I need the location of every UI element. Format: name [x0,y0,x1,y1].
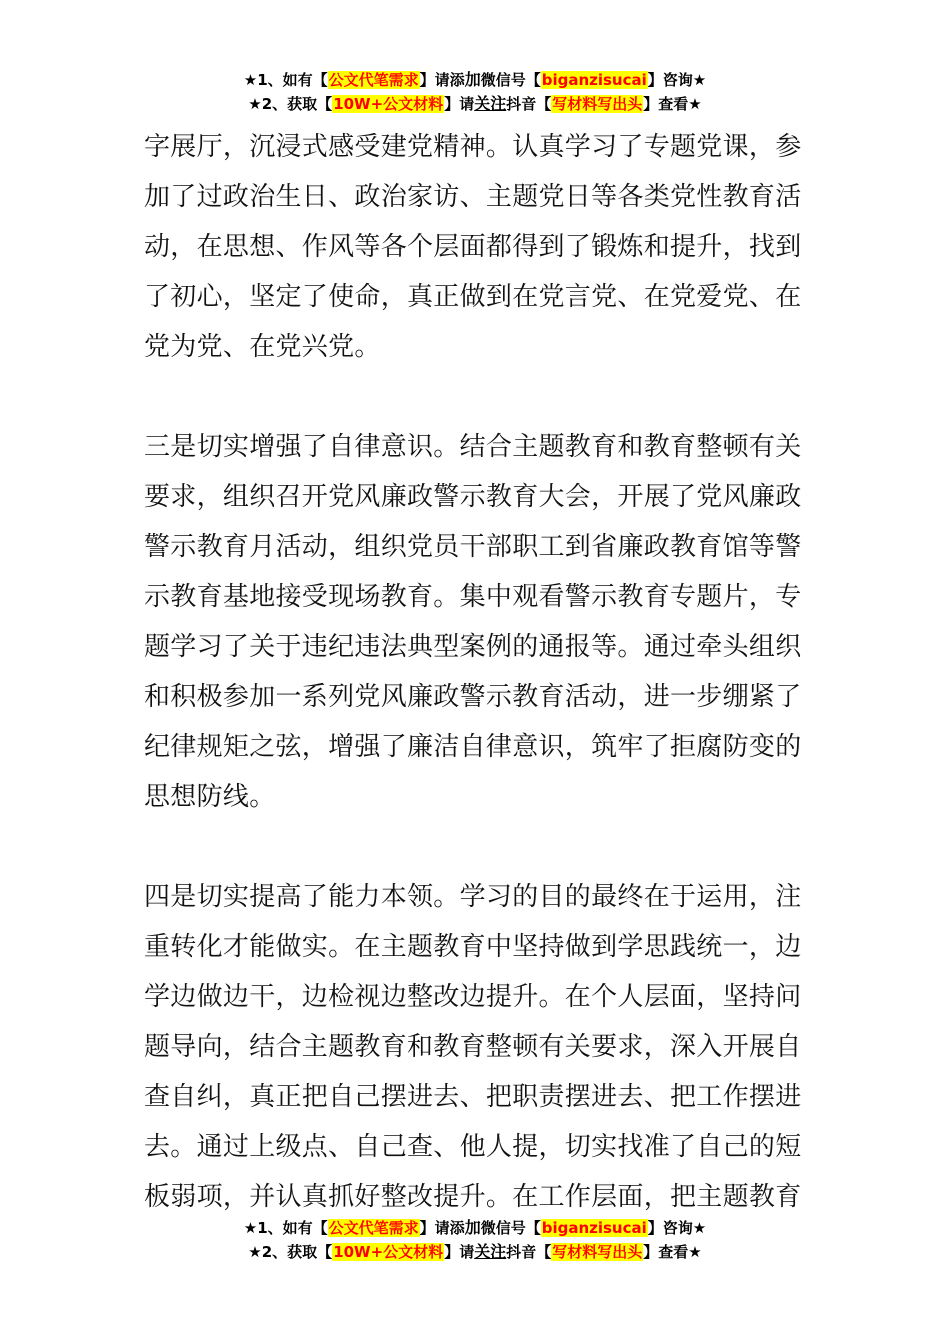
paragraph-1 [144,122,806,372]
highlight-service: 公文代笔需求 [328,71,419,89]
promo-line-2: ★2、获取【10W+公文材料】请关注抖音【写材料写出头】查看★ [248,1242,702,1261]
text-line: 要求，组织召开党风廉政警示教育大会，开展了党风廉政 [144,482,802,512]
text-line: 警示教育月活动，组织党员干部职工到省廉政教育馆等警 [144,532,802,562]
text-line: 题学习了关于违纪违法典型案例的通报等。通过牵头组织 [144,632,802,662]
highlight-materials: 10W+公文材料 [333,95,444,113]
text-line: 板弱项，并认真抓好整改提升。在工作层面，把主题教育 [144,1182,802,1212]
text-line: 查自纠，真正把自己摆进去、把职责摆进去、把工作摆进 [144,1082,802,1112]
promo-line-1: ★1、如有【公文代笔需求】请添加微信号【biganzisucai】咨询★ [243,70,707,89]
promo-line-2: ★2、获取【10W+公文材料】请关注抖音【写材料写出头】查看★ [248,94,702,113]
text-line: 学边做边干，边检视边整改边提升。在个人层面，坚持问 [144,982,802,1012]
text-line: 示教育基地接受现场教育。集中观看警示教育专题片，专 [144,582,802,612]
highlight-wechat-id: biganzisucai [541,71,647,89]
text-line: 了初心，坚定了使命，真正做到在党言党、在党爱党、在 [144,282,802,312]
paragraph-spacer [144,822,806,872]
paragraph-spacer [144,372,806,422]
paragraph-3 [144,872,806,1222]
header-promo-banner [0,68,950,116]
document-body [144,122,806,1222]
highlight-materials: 10W+公文材料 [333,1243,444,1261]
text-line: 重转化才能做实。在主题教育中坚持做到学思践统一，边 [144,932,802,962]
highlight-douyin-account: 写材料写出头 [552,95,643,113]
promo-line-1: ★1、如有【公文代笔需求】请添加微信号【biganzisucai】咨询★ [243,1218,707,1237]
text-line: 动，在思想、作风等各个层面都得到了锻炼和提升，找到 [144,232,802,262]
highlight-douyin-account: 写材料写出头 [552,1243,643,1261]
text-line: 题导向，结合主题教育和教育整顿有关要求，深入开展自 [144,1032,802,1062]
text-line: 去。通过上级点、自己查、他人提，切实找准了自己的短 [144,1132,802,1162]
text-line: 三是切实增强了自律意识。结合主题教育和教育整顿有关 [144,432,802,462]
footer-promo-banner [0,1216,950,1264]
paragraph-2 [144,422,806,822]
text-line: 思想防线。 [144,782,276,812]
text-line: 党为党、在党兴党。 [144,332,381,362]
highlight-service: 公文代笔需求 [328,1219,419,1237]
text-line: 四是切实提高了能力本领。学习的目的最终在于运用，注 [144,882,802,912]
text-line: 纪律规矩之弦，增强了廉洁自律意识，筑牢了拒腐防变的 [144,732,802,762]
highlight-wechat-id: biganzisucai [541,1219,647,1237]
text-line: 和积极参加一系列党风廉政警示教育活动，进一步绷紧了 [144,682,802,712]
text-line: 字展厅，沉浸式感受建党精神。认真学习了专题党课，参 [144,132,802,162]
text-line: 加了过政治生日、政治家访、主题党日等各类党性教育活 [144,182,802,212]
